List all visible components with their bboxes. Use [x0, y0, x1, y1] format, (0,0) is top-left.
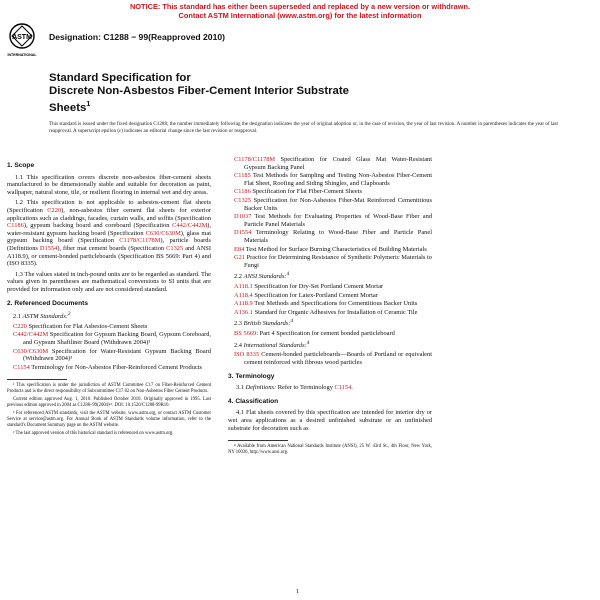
scope-p1: 1.1 This specification covers discrete non-asbestos fiber-cement sheets manufactured to be dimensionally stable and suitable for decoration as paint, wallpaper, natural stone, tile, or resilient flooring in internal wet and dry areas. [7, 173, 211, 196]
ref-link[interactable]: A118.4 [234, 291, 253, 299]
footnotes [7, 383, 211, 437]
reference-item [7, 348, 211, 363]
reference-title: Practice for Determining Resistance of Synthetic Polymeric Materials to Fungi [244, 254, 432, 269]
title-footnote-mark: 1 [86, 101, 91, 108]
reference-title: Specification for Gypsum Backing Board, Gypsum Coreboard, and Gypsum Shaftliner Board (Withdrawn 2004)³ [23, 331, 211, 346]
reference-title: Test Methods and Specifications for Cementitious Backer Units [252, 300, 418, 308]
ref-link[interactable]: C630/C630M [145, 229, 181, 237]
ref-link[interactable]: D1037 [234, 213, 252, 221]
footnote: ¹ This specification is under the jurisdiction of ASTM Committee C17 on Fiber-Reinforced Cement Products and is the direct responsibility of Subcommittee C17.02 on Non-Asbestos Fiber Cement Products. [7, 383, 211, 395]
title-line-1: Standard Specification for [49, 72, 191, 84]
reference-title: Test Methods for Sampling and Testing Non-Asbestos Fiber-Cement Flat Sheet, Roofing and Siding Shingles, and Clapboards [244, 172, 432, 187]
reference-item [228, 213, 432, 228]
reference-title: Test Methods for Evaluating Properties of Wood-Base Fiber and Particle Panel Materials [244, 213, 432, 228]
reference-title: Cement-bonded particleboards—Boards of Portland or equivalent cement reinforced with fibrous wood particles [244, 351, 432, 367]
ref-link[interactable]: A136.1 [234, 308, 253, 316]
ref-link[interactable]: C220 [47, 206, 62, 214]
ref-link[interactable]: D1554 [234, 229, 252, 237]
logo-sublabel: INTERNATIONAL [7, 53, 37, 57]
ref-link[interactable]: C442/C442M [172, 222, 208, 230]
right-column [228, 156, 432, 458]
ref-link[interactable]: C630/C630M [13, 347, 49, 355]
reference-title: Test Method for Surface Burning Characteristics of Building Materials [244, 245, 427, 253]
reference-title: Terminology for Non-Asbestos Fiber-Reinforced Cement Products [29, 363, 202, 371]
ref-link[interactable]: C1178/C1178M [119, 237, 161, 245]
ref-link[interactable]: C1154 [334, 384, 352, 392]
reference-title: Terminology Relating to Wood-Base Fiber and Particle Panel Materials [244, 229, 432, 244]
iso-subheading: 2.4 International Standards:$^4$ [234, 339, 310, 349]
reference-title: Specification for Flat Fiber-Cement Sheets [250, 188, 362, 196]
iso-ref-list [228, 351, 432, 366]
ref-link[interactable]: C1325 [166, 244, 184, 252]
terminology-p1: 3.1 Definitions: Refer to Terminology C1154. [236, 384, 353, 392]
reference-item [228, 246, 432, 254]
footnote: ² For referenced ASTM standards, visit the ASTM website, www.astm.org, or contact ASTM Customer Service at service@astm.org. For Annual Book of ASTM Standards volume information, refer to the standard's Document Summary page on the ASTM website. [7, 411, 211, 429]
reference-title: Standard for Organic Adhesives for Installation of Ceramic Tile [253, 308, 418, 316]
reference-item [228, 254, 432, 269]
reference-item [228, 351, 432, 366]
reference-title: Specification for Latex-Portland Cement Mortar [252, 291, 378, 299]
ref-link[interactable]: E84 [234, 245, 245, 253]
ref-link[interactable]: C1325 [234, 196, 252, 204]
logo-label: ASTM [12, 34, 32, 41]
reference-item [228, 156, 432, 171]
ref-link[interactable]: G21 [234, 254, 246, 262]
title-line-3: Sheets [49, 101, 87, 114]
reference-title: Specification for Flat Asbestos-Cement Sheets [26, 322, 148, 330]
reference-item [228, 172, 432, 187]
reference-item [228, 292, 432, 300]
ref-link[interactable]: ISO 8335 [234, 351, 260, 359]
reference-item [7, 331, 211, 346]
ref-link[interactable]: C1186 [234, 188, 251, 196]
scope-p2: 1.2 This specification is not applicable to asbestos-cement flat sheets (Specification C220), non-asbestos fiber cement flat sheets for exterior applications such as claddings, facades, curtain walls, and soffits (Specification C1186), gypsum backing board and coreboard (Specification C442/C442M), water-resistant gypsum backing board (Specification C630/C630M), glass mat gypsum backing board (Specification C1178/C1178M), particle boards (Definitions D1554), fiber mat cement boards (Specification C1325 and ANSI A118.9), or cement-bonded particleboards (Specification BS 5669: Part 4) and (ISO 8335). [7, 199, 211, 268]
footnote-rule [7, 379, 67, 380]
terminology-heading: 3. Terminology [228, 372, 275, 380]
refdocs-heading: 2. Referenced Documents [7, 299, 88, 307]
astm-subheading: 2.1 ASTM Standards:$^2$ [13, 311, 71, 321]
astm-logo-icon [4, 22, 40, 60]
ref-link[interactable]: BS 5669 [234, 330, 257, 338]
bs-ref-list [228, 330, 432, 338]
ansi-ref-list [228, 283, 432, 316]
ref-link[interactable]: C1178/C1178M [234, 156, 276, 163]
reference-title: Specification for Coated Glass Mat Water-Resistant Gypsum Backing Panel [244, 156, 432, 171]
reference-item [228, 309, 432, 317]
reference-item [7, 364, 211, 372]
footnote: ³ The last approved version of this historical standard is referenced on www.astm.org. [13, 431, 174, 437]
scope-heading: 1. Scope [7, 162, 35, 169]
preface-note: This standard is issued under the fixed designation C1288; the number immediately following the designation indicates the year of original adoption or, in the case of revision, the year of last revision. A number in parentheses indicates the year of last reapproval. A superscript epsilon (ε) indicates an editorial change since the last revision or reapproval. [49, 121, 558, 134]
document-title [49, 72, 469, 115]
reference-item [228, 229, 432, 244]
reference-title: : Part 4 Specification for cement bonded particleboard [256, 330, 395, 338]
ref-link[interactable]: C1154 [13, 363, 30, 371]
ref-link[interactable]: A118.9 [234, 300, 253, 308]
astm-ref-list [7, 323, 211, 372]
classification-p1: 4.1 Flat sheets covered by this specification are intended for interior dry or wet area applications as a desired unfinished substrate or an unfinished substrate for decoration such as [228, 409, 432, 432]
reference-title: Specification for Dry-Set Portland Cement Mortar [252, 283, 384, 291]
reference-title: Specification for Water-Resistant Gypsum Backing Board (Withdrawn 2004)³ [23, 347, 211, 363]
reference-item [228, 197, 432, 212]
notice-line-2: Contact ASTM International (www.astm.org) for the latest information [178, 11, 422, 20]
page-number: 1 [296, 588, 300, 595]
footnote: Current edition approved Aug. 1, 2010. Published October 2010. Originally approved in 1995. Last previous edition approved in 2004 as C1288–99(2004)ᵉ¹. DOI: 10.1520/C1288-99R10. [7, 397, 211, 409]
reference-item [228, 188, 432, 196]
reference-item [7, 323, 211, 331]
classification-heading: 4. Classification [228, 397, 279, 405]
footnote-4: ⁴ Available from American National Standards Institute (ANSI), 25 W. 43rd St., 4th Floor, New York, NY 10036, http://www.ansi.org. [228, 444, 432, 456]
astm-ref-list-cont [228, 156, 432, 269]
title-line-2: Discrete Non-Asbestos Fiber-Cement Interior Substrate [49, 85, 350, 97]
ref-link[interactable]: C1186 [7, 222, 24, 230]
ref-link[interactable]: A118.1 [234, 283, 253, 291]
ref-link[interactable]: C220 [13, 322, 27, 330]
footnote-rule [228, 440, 288, 441]
reference-item [228, 300, 432, 308]
designation: Designation: C1288 − 99(Reapproved 2010) [49, 32, 225, 42]
reference-item [228, 330, 432, 338]
reference-item [228, 283, 432, 291]
notice-banner [0, 2, 600, 20]
ref-link[interactable]: C1185 [234, 172, 251, 180]
left-column [7, 156, 211, 439]
scope-p3: 1.3 The values stated in inch-pound units are to be regarded as standard. The values given in parentheses are mathematical conversions to SI units that are provided for information only and are not considered standard. [7, 270, 211, 293]
ref-link[interactable]: D1554 [39, 244, 58, 252]
bs-subheading: 2.3 British Standards:$^4$ [234, 318, 294, 328]
ref-link[interactable]: C442/C442M [13, 331, 49, 339]
notice-line-1: NOTICE: This standard has either been superseded and replaced by a new version or withdrawn. [129, 2, 471, 11]
reference-title: Specification for Non-Asbestos Fiber-Mat Reinforced Cementitious Backer Units [244, 196, 432, 212]
ansi-subheading: 2.2 ANSI Standards:$^4$ [234, 271, 290, 281]
